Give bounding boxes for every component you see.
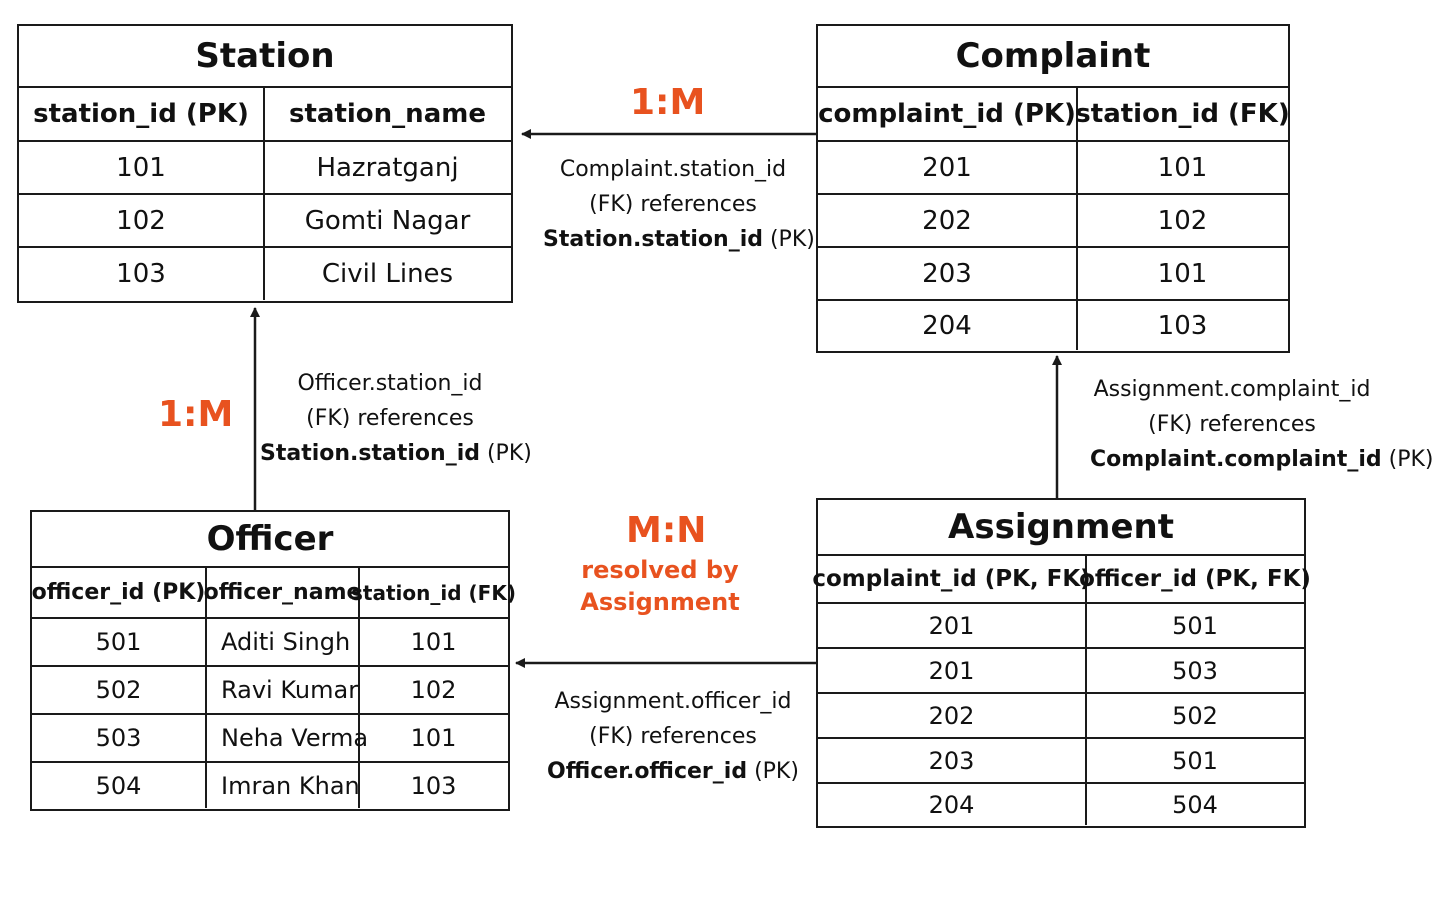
complaint-station-cardinality: 1:M bbox=[630, 82, 706, 123]
table-row bbox=[818, 739, 1304, 784]
note-bold: Complaint.complaint_id bbox=[1090, 447, 1382, 472]
table-header-row bbox=[19, 88, 511, 142]
column-header: complaint_id (PK, FK) bbox=[818, 556, 1087, 602]
note-line: Officer.station_id bbox=[297, 371, 483, 396]
column-header: complaint_id (PK) bbox=[818, 88, 1078, 140]
note-line bbox=[543, 222, 815, 257]
table-cell: 501 bbox=[32, 619, 207, 665]
assignment-table bbox=[812, 498, 1311, 828]
table-cell: 103 bbox=[19, 248, 265, 300]
column-header: officer_id (PK, FK) bbox=[1079, 566, 1311, 592]
table-cell: 502 bbox=[32, 667, 207, 713]
column-header: officer_id (PK) bbox=[32, 568, 207, 617]
table-cell: 201 bbox=[818, 142, 1078, 193]
complaint-table-title: Complaint bbox=[818, 26, 1288, 88]
table-cell: 201 bbox=[818, 604, 1087, 647]
table-cell: 103 bbox=[1157, 310, 1208, 341]
assignment-table-title: Assignment bbox=[818, 500, 1304, 556]
table-row bbox=[32, 619, 508, 667]
assignment-officer-resolved-note bbox=[560, 554, 760, 618]
table-row bbox=[19, 195, 511, 248]
table-cell: 102 bbox=[19, 195, 265, 246]
table-cell: 202 bbox=[818, 694, 1087, 737]
note-suffix: (PK) bbox=[1381, 447, 1433, 472]
table-header-row bbox=[31, 568, 516, 619]
table-row bbox=[32, 715, 508, 763]
table-cell: 203 bbox=[818, 248, 1078, 299]
note-line: (FK) references bbox=[1148, 412, 1316, 437]
table-cell: 503 bbox=[32, 715, 207, 761]
table-cell: 203 bbox=[818, 739, 1087, 782]
table-cell: 502 bbox=[1172, 701, 1218, 730]
note-line bbox=[260, 436, 532, 471]
note-bold: Station.station_id bbox=[260, 441, 480, 466]
column-header: station_name bbox=[289, 99, 486, 129]
table-cell: 103 bbox=[410, 771, 457, 800]
table-cell: 101 bbox=[1157, 152, 1208, 183]
table-cell: Hazratganj bbox=[316, 152, 459, 183]
column-header: station_id (FK) bbox=[1075, 99, 1290, 129]
note-line: Assignment.officer_id bbox=[554, 689, 792, 714]
table-row bbox=[818, 784, 1304, 825]
table-header-row bbox=[812, 556, 1311, 604]
note-line: Assignment.complaint_id bbox=[1093, 377, 1371, 402]
officer-station-note bbox=[260, 366, 532, 471]
table-row bbox=[818, 649, 1304, 694]
table-cell: Neha Verma bbox=[207, 715, 360, 761]
table-cell: 102 bbox=[1157, 205, 1208, 236]
assignment-complaint-note bbox=[1090, 372, 1433, 477]
note-bold: Station.station_id bbox=[543, 227, 763, 252]
table-cell: 204 bbox=[818, 301, 1078, 350]
table-header-row bbox=[818, 88, 1288, 142]
column-header: officer_name bbox=[207, 568, 360, 617]
table-cell: 503 bbox=[1172, 656, 1218, 685]
table-row bbox=[818, 604, 1304, 649]
table-cell: 202 bbox=[818, 195, 1078, 246]
table-cell: Civil Lines bbox=[321, 259, 454, 289]
officer-table-title: Officer bbox=[32, 512, 508, 568]
table-row bbox=[19, 142, 511, 195]
table-cell: Imran Khan bbox=[207, 763, 360, 808]
table-row bbox=[19, 248, 511, 300]
table-cell: 501 bbox=[1172, 611, 1218, 640]
note-line: (FK) references bbox=[589, 724, 757, 749]
note-line: (FK) references bbox=[589, 192, 757, 217]
note-suffix: (PK) bbox=[479, 441, 532, 466]
table-row bbox=[818, 694, 1304, 739]
station-table bbox=[17, 24, 513, 303]
officer-station-cardinality: 1:M bbox=[158, 394, 234, 435]
table-row bbox=[32, 667, 508, 715]
assignment-officer-note bbox=[545, 684, 801, 789]
table-cell: 101 bbox=[1157, 258, 1208, 289]
station-table-title: Station bbox=[19, 26, 511, 88]
table-cell: Aditi Singh bbox=[207, 619, 360, 665]
resolved-line: Assignment bbox=[580, 588, 740, 616]
table-row bbox=[818, 142, 1288, 195]
note-suffix: (PK) bbox=[747, 759, 799, 784]
table-cell: Gomti Nagar bbox=[304, 205, 471, 236]
table-row bbox=[32, 763, 508, 808]
table-cell: 101 bbox=[19, 142, 265, 193]
note-line bbox=[1090, 442, 1433, 477]
officer-table bbox=[30, 510, 516, 811]
table-cell: 501 bbox=[1172, 746, 1218, 775]
assignment-officer-cardinality: M:N bbox=[626, 510, 707, 551]
table-cell: 102 bbox=[410, 676, 457, 704]
table-row bbox=[818, 301, 1288, 350]
table-cell: 101 bbox=[410, 628, 457, 656]
note-bold: Officer.officer_id bbox=[547, 759, 748, 784]
complaint-table bbox=[816, 24, 1290, 353]
column-header: station_id (PK) bbox=[19, 88, 265, 140]
table-cell: 101 bbox=[410, 724, 457, 752]
table-cell: 504 bbox=[1172, 790, 1218, 819]
note-line: Complaint.station_id bbox=[559, 157, 787, 182]
column-header: station_id (FK) bbox=[351, 580, 516, 605]
table-cell: 204 bbox=[818, 784, 1087, 825]
table-row bbox=[818, 248, 1288, 301]
note-suffix: (PK) bbox=[762, 227, 815, 252]
table-row bbox=[818, 195, 1288, 248]
table-cell: Ravi Kumar bbox=[207, 667, 360, 713]
note-line: (FK) references bbox=[306, 406, 474, 431]
resolved-line: resolved by bbox=[581, 556, 739, 584]
note-line bbox=[545, 754, 801, 789]
table-cell: 201 bbox=[818, 649, 1087, 692]
table-cell: 504 bbox=[32, 763, 207, 808]
complaint-station-note bbox=[543, 152, 815, 257]
